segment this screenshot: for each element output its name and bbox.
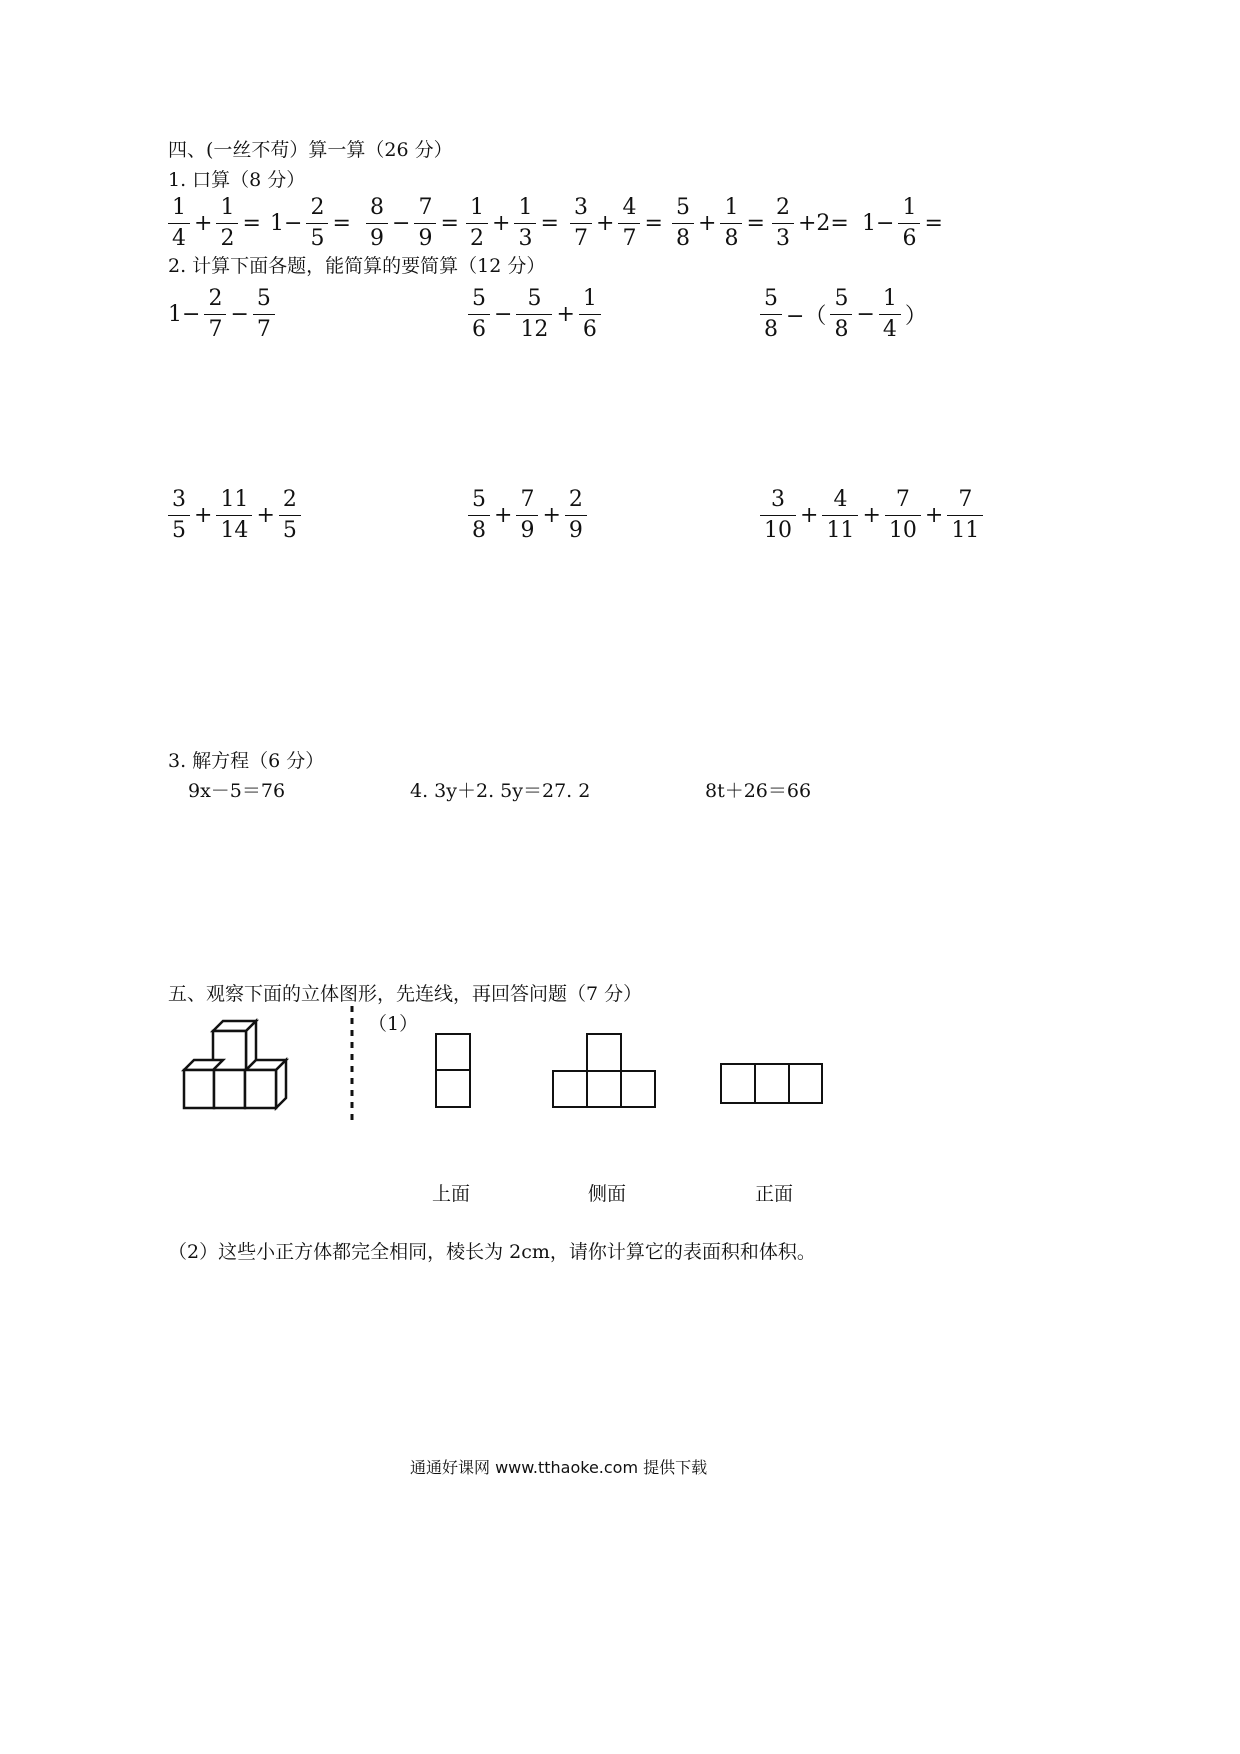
denominator: 6	[468, 314, 490, 343]
numerator: 7	[895, 487, 910, 512]
fraction	[570, 195, 592, 252]
fraction	[216, 487, 252, 544]
numerator: 7	[418, 195, 433, 220]
denominator: 11	[947, 515, 983, 544]
operator: =	[242, 211, 261, 236]
denominator: 6	[898, 223, 920, 252]
operator: +	[596, 211, 615, 236]
operator: −	[856, 302, 875, 327]
denominator: 7	[570, 223, 592, 252]
denominator: 2	[216, 223, 238, 252]
simplify-title: 2. 计算下面各题，能简算的要简算（12 分）	[168, 255, 546, 277]
denominator: 8	[830, 314, 852, 343]
fraction	[898, 195, 920, 252]
fraction	[720, 195, 742, 252]
operator: −	[494, 302, 513, 327]
numerator: 1	[724, 195, 739, 220]
numerator: 1	[470, 195, 484, 220]
fraction	[822, 487, 858, 544]
fraction	[468, 286, 490, 343]
simplify-problem-2	[466, 286, 603, 343]
oral-calc-title: 1. 口算（8 分）	[168, 169, 306, 191]
operator: +	[494, 503, 513, 528]
fraction	[168, 195, 190, 252]
operator: ）	[904, 304, 927, 329]
fraction	[618, 195, 640, 252]
part-2-question: （2）这些小正方体都完全相同，棱长为 2cm，请你计算它的表面积和体积。	[168, 1241, 816, 1263]
fraction	[947, 487, 983, 544]
equation-1: 9x－5＝76	[188, 780, 286, 802]
operator: −（	[786, 304, 827, 329]
numerator: 2	[282, 487, 297, 512]
operator: =	[924, 211, 943, 236]
fraction	[366, 195, 388, 252]
denominator: 6	[579, 314, 601, 343]
numerator: 5	[834, 286, 849, 311]
fraction	[579, 286, 601, 343]
section-4-heading: 四、(一丝不苟）算一算（26 分）	[168, 139, 453, 161]
view-shape-3	[721, 1064, 822, 1103]
fraction	[760, 487, 796, 544]
oral-problem-5	[568, 195, 665, 252]
numerator: 5	[764, 286, 778, 311]
fraction	[253, 286, 275, 343]
view-shape-1	[436, 1034, 470, 1107]
numerator: 5	[527, 286, 542, 311]
operator: −	[230, 302, 249, 327]
oral-problem-4	[464, 195, 561, 252]
fraction	[306, 195, 328, 252]
denominator: 5	[168, 515, 190, 544]
oral-problem-1	[166, 195, 263, 252]
oral-problem-8	[860, 195, 945, 252]
fraction	[516, 286, 552, 343]
operator: +	[492, 211, 511, 236]
denominator: 4	[168, 223, 190, 252]
fraction	[468, 487, 490, 544]
operator: =	[746, 211, 765, 236]
numerator: 2	[208, 286, 223, 311]
fraction	[514, 195, 536, 252]
view-shape-2	[553, 1034, 655, 1107]
view-label-top: 上面	[432, 1183, 471, 1205]
denominator: 8	[468, 515, 490, 544]
fraction	[414, 195, 436, 252]
denominator: 12	[516, 314, 552, 343]
denominator: 5	[306, 223, 328, 252]
denominator: 8	[672, 223, 694, 252]
numerator: 1	[220, 195, 235, 220]
denominator: 8	[760, 314, 782, 343]
view-label-side: 侧面	[588, 1183, 627, 1205]
fraction	[516, 487, 538, 544]
denominator: 9	[414, 223, 436, 252]
numerator: 3	[172, 487, 186, 512]
numerator: 5	[472, 286, 486, 311]
numerator: 1	[582, 286, 597, 311]
numerator: 5	[676, 195, 690, 220]
numerator: 2	[776, 195, 790, 220]
fraction	[279, 487, 301, 544]
numerator: 2	[568, 487, 583, 512]
equation-2: 4. 3y＋2. 5y＝27. 2	[410, 780, 591, 802]
operator: +	[800, 503, 819, 528]
equation-3: 8t＋26＝66	[705, 780, 812, 802]
operator: =	[332, 211, 351, 236]
numerator: 3	[574, 195, 588, 220]
operator: +	[194, 503, 213, 528]
operator: 1−	[862, 211, 895, 236]
fraction	[672, 195, 694, 252]
denominator: 3	[772, 223, 794, 252]
numerator: 7	[958, 487, 973, 512]
operator: +	[698, 211, 717, 236]
operator: +	[924, 503, 944, 528]
oral-problem-6	[670, 195, 767, 252]
fraction	[216, 195, 238, 252]
operator: −	[392, 211, 411, 236]
operator: 1−	[168, 302, 201, 327]
denominator: 9	[516, 515, 538, 544]
denominator: 7	[253, 314, 275, 343]
fraction	[760, 286, 782, 343]
operator: +	[542, 503, 561, 528]
fraction	[466, 195, 488, 252]
numerator: 5	[256, 286, 271, 311]
fraction	[565, 487, 587, 544]
view-label-front: 正面	[755, 1183, 794, 1205]
numerator: 7	[520, 487, 535, 512]
part-1-label: （1）	[368, 1013, 419, 1035]
denominator: 7	[204, 314, 226, 343]
footer-credit: 通通好课网 www.tthaoke.com 提供下载	[410, 1458, 708, 1477]
operator: +	[194, 211, 213, 236]
simplify-problem-4	[166, 487, 303, 544]
section-5-heading: 五、观察下面的立体图形，先连线，再回答问题（7 分）	[168, 983, 643, 1005]
operator: +	[862, 503, 881, 528]
fraction	[830, 286, 852, 343]
numerator: 3	[771, 487, 785, 512]
simplify-problem-5	[466, 487, 589, 544]
denominator: 9	[565, 515, 587, 544]
numerator: 1	[902, 195, 917, 220]
fraction	[204, 286, 226, 343]
operator: +	[556, 302, 575, 327]
denominator: 2	[466, 223, 488, 252]
fraction	[885, 487, 921, 544]
fraction	[772, 195, 794, 252]
denominator: 3	[514, 223, 536, 252]
numerator: 5	[472, 487, 486, 512]
numerator: 4	[833, 487, 848, 512]
numerator: 11	[220, 487, 249, 512]
denominator: 4	[879, 314, 901, 343]
denominator: 10	[760, 515, 796, 544]
oral-problem-7	[770, 195, 851, 252]
denominator: 10	[885, 515, 921, 544]
denominator: 7	[618, 223, 640, 252]
cube-stack-figure	[184, 1021, 286, 1108]
numerator: 4	[622, 195, 637, 220]
oral-problem-3	[364, 195, 461, 252]
denominator: 14	[216, 515, 252, 544]
denominator: 8	[720, 223, 742, 252]
fraction	[168, 487, 190, 544]
oral-problem-2	[268, 195, 353, 252]
fraction	[879, 286, 901, 343]
operator: =	[644, 211, 663, 236]
numerator: 1	[518, 195, 533, 220]
numerator: 1	[172, 195, 186, 220]
denominator: 5	[279, 515, 301, 544]
operator: +	[256, 503, 275, 528]
operator: =	[540, 211, 559, 236]
simplify-problem-3	[758, 286, 929, 343]
simplify-problem-1	[166, 286, 277, 343]
operator: =	[440, 211, 459, 236]
denominator: 9	[366, 223, 388, 252]
numerator: 8	[370, 195, 384, 220]
equations-title: 3. 解方程（6 分）	[168, 750, 325, 772]
numerator: 1	[882, 286, 897, 311]
operator: 1−	[270, 211, 303, 236]
simplify-problem-6	[758, 487, 985, 544]
denominator: 11	[822, 515, 858, 544]
numerator: 2	[310, 195, 325, 220]
operator: +2=	[798, 211, 849, 236]
